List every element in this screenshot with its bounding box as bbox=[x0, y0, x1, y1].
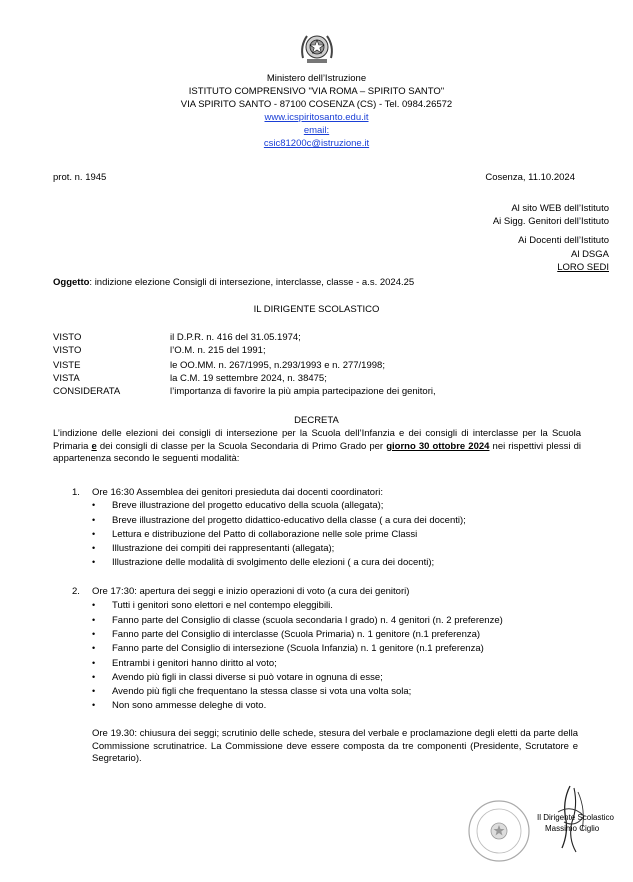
recipient-dsga: Al DSGA bbox=[570, 249, 609, 260]
bullet-icon: • bbox=[92, 672, 96, 682]
visto-value: il D.P.R. n. 416 del 31.05.1974; bbox=[170, 332, 301, 343]
list-item: Non sono ammesse deleghe di voto. bbox=[112, 700, 267, 711]
list-item: Illustrazione delle modalità di svolgimento delle elezioni ( a cura dei docenti); bbox=[112, 557, 435, 568]
bullet-icon: • bbox=[92, 500, 96, 510]
subject-line bbox=[53, 277, 414, 288]
section-1-title: Ore 16:30 Assemblea dei genitori presieduta dai docenti coordinatori: bbox=[92, 487, 383, 498]
intro-part: L’indizione delle elezioni dei consigli di intersezione per la Scuola dell’Infanzia e dei consigli di interclasse per la Scuola Primaria bbox=[53, 428, 581, 452]
list-item: Breve illustrazione del progetto didattico-educativo della classe ( a cura dei docenti); bbox=[112, 515, 466, 526]
list-item: Avendo più figli in classi diverse si può votare in ognuna di esse; bbox=[112, 672, 383, 683]
intro-part: nei rispettivi plessi di appartenenza secondo le seguenti modalità: bbox=[53, 440, 582, 464]
recipient-website: Al sito WEB dell’Istituto bbox=[511, 203, 609, 214]
list-item: Illustrazione dei compiti dei rappresentanti (allegata); bbox=[112, 543, 335, 554]
issuer-title: IL DIRIGENTE SCOLASTICO bbox=[253, 304, 380, 315]
visto-key: VISTE bbox=[53, 360, 81, 371]
section-1-number: 1. bbox=[72, 487, 80, 498]
subject-text: : indizione elezione Consigli di intersezione, interclasse, classe - a.s. 2024.25 bbox=[89, 277, 415, 288]
visto-value: la C.M. 19 settembre 2024, n. 38475; bbox=[170, 373, 327, 384]
section-2-number: 2. bbox=[72, 586, 80, 597]
school-seal-stamp bbox=[466, 798, 532, 864]
list-item: Fanno parte del Consiglio di classe (scuola secondaria I grado) n. 4 genitori (n. 2 preferenze) bbox=[112, 615, 503, 626]
visto-key: VISTA bbox=[53, 373, 80, 384]
bullet-icon: • bbox=[92, 515, 96, 525]
bullet-icon: • bbox=[92, 543, 96, 553]
bullet-icon: • bbox=[92, 600, 96, 610]
list-item: Fanno parte del Consiglio di interclasse (Scuola Primaria) n. 1 genitore (n.1 preferenza) bbox=[112, 629, 481, 640]
bullet-icon: • bbox=[92, 615, 96, 625]
list-item: Fanno parte del Consiglio di intersezione (Scuola Infanzia) n. 1 genitore (n.1 preferenza) bbox=[112, 643, 484, 654]
signatory-role: Il Dirigente Scolastico bbox=[537, 813, 614, 822]
list-item: Lettura e distribuzione del Patto di collaborazione nelle sole prime Classi bbox=[112, 529, 418, 540]
bullet-icon: • bbox=[92, 700, 96, 710]
bullet-icon: • bbox=[92, 557, 96, 567]
section-2-title: Ore 17:30: apertura dei seggi e inizio operazioni di voto (a cura dei genitori) bbox=[92, 586, 410, 597]
republic-emblem-icon bbox=[297, 28, 337, 68]
bullet-icon: • bbox=[92, 686, 96, 696]
email-label: email: bbox=[303, 125, 330, 136]
visto-key: VISTO bbox=[53, 345, 82, 356]
visto-value: l’importanza di favorire la più ampia partecipazione dei genitori, bbox=[170, 386, 436, 397]
recipient-loro-sedi: LORO SEDI bbox=[557, 262, 609, 273]
list-item: Avendo più figli che frequentano la stessa classe si vota una volta sola; bbox=[112, 686, 412, 697]
list-item: Breve illustrazione del progetto educativo della scuola (allegata); bbox=[112, 500, 384, 511]
visto-key: VISTO bbox=[53, 332, 82, 343]
institute-address: VIA SPIRITO SANTO - 87100 COSENZA (CS) - Tel. 0984.26572 bbox=[180, 99, 453, 110]
decreta-title: DECRETA bbox=[294, 415, 339, 426]
bullet-icon: • bbox=[92, 629, 96, 639]
place-date: Cosenza, 11.10.2024 bbox=[485, 172, 575, 183]
intro-part: dei consigli di classe per la Scuola Secondaria di Primo Grado per bbox=[96, 440, 387, 452]
protocol-number: prot. n. 1945 bbox=[53, 172, 107, 183]
election-date: giorno 30 ottobre 2024 bbox=[386, 440, 490, 452]
bullet-icon: • bbox=[92, 643, 96, 653]
recipient-teachers: Ai Docenti dell’Istituto bbox=[518, 235, 609, 246]
decreta-intro bbox=[53, 428, 581, 466]
list-item: Entrambi i genitori hanno diritto al voto; bbox=[112, 658, 277, 669]
recipient-parents: Ai Sigg. Genitori dell’Istituto bbox=[492, 216, 609, 227]
ministry-name: Ministero dell’Istruzione bbox=[266, 73, 367, 84]
bullet-icon: • bbox=[92, 529, 96, 539]
subject-label: Oggetto bbox=[53, 277, 90, 288]
intro-e: e bbox=[91, 440, 97, 452]
institute-name: ISTITUTO COMPRENSIVO "VIA ROMA – SPIRITO SANTO" bbox=[188, 86, 445, 97]
visto-key: CONSIDERATA bbox=[53, 386, 121, 397]
list-item: Tutti i genitori sono elettori e nel contempo eleggibili. bbox=[112, 600, 333, 611]
website-link[interactable]: www.icspiritosanto.edu.it bbox=[264, 112, 369, 123]
bullet-icon: • bbox=[92, 658, 96, 668]
visto-value: le OO.MM. n. 267/1995, n.293/1993 e n. 277/1998; bbox=[170, 360, 385, 371]
signatory-name: Massimo Ciglio bbox=[545, 824, 600, 833]
closing-paragraph: Ore 19.30: chiusura dei seggi; scrutinio delle schede, stesura del verbale e proclamazione degli eletti da parte della Commissione scrutinatrice. La Commissione deve essere composta da tre componenti (Presidente, Scrutatore e Segretario). bbox=[92, 728, 578, 764]
email-link[interactable]: csic81200c@istruzione.it bbox=[263, 138, 370, 149]
visto-value: l’O.M. n. 215 del 1991; bbox=[170, 345, 266, 356]
